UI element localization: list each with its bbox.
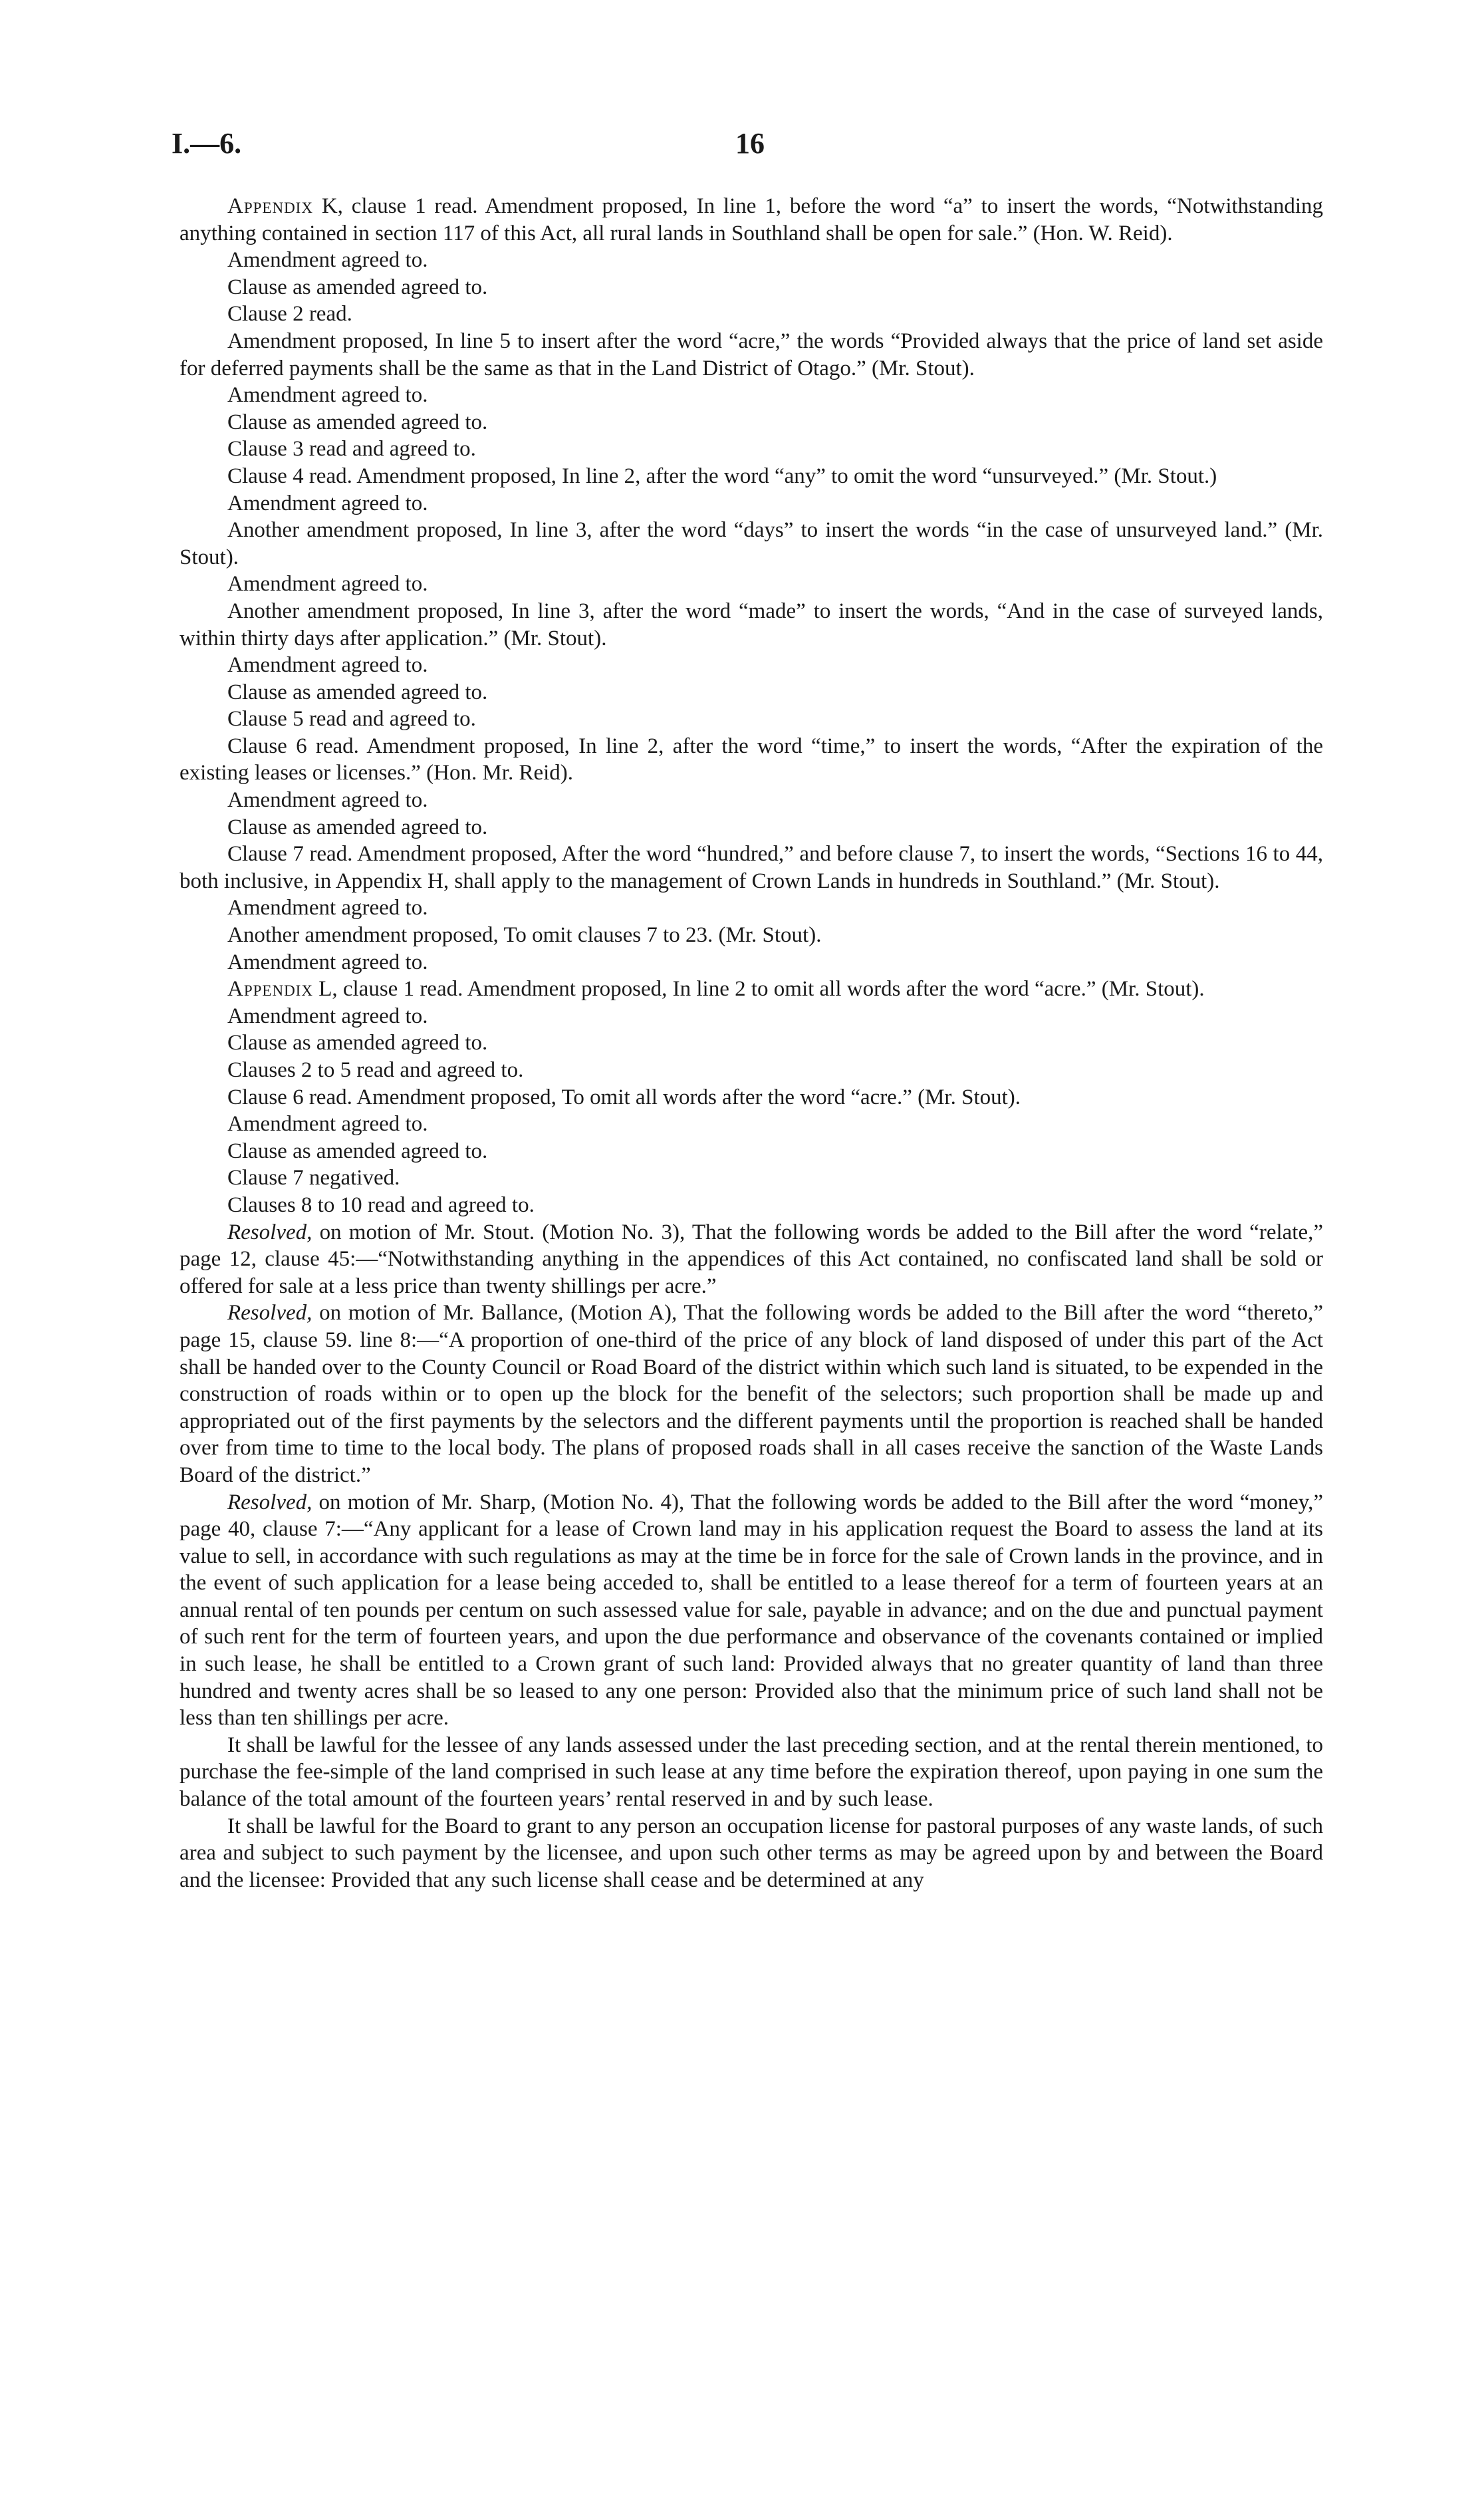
paragraph-text: Clause 4 read. Amendment proposed, In line 2, after the word “any” to omit the word “unsurveyed.” (Mr. Stout.) [227,464,1217,488]
paragraph-text: Clause 7 read. Amendment proposed, After the word “hundred,” and before clause 7, to insert the words, “Sections 16 to 44, both inclusive, in Appendix H, shall apply to the management of Crown Lands in hundreds in Southland.” (Mr. Stout). [180,842,1323,893]
paragraph-text: It shall be lawful for the lessee of any lands assessed under the last preceding section, and at the rental therein mentioned, to purchase the fee-simple of the land comprised in such lease at any time before the expiration thereof, upon paying in one sum the balance of the total amount of the fourteen years’ rental reserved in and by such lease. [180,1733,1323,1812]
paragraph [180,841,1323,895]
document-body [180,193,1323,1893]
paragraph-text: Clauses 8 to 10 read and agreed to. [227,1192,535,1217]
page-header [172,126,1328,173]
paragraph [180,571,1323,598]
paragraph-text: on motion of Mr. Stout. (Motion No. 3), That the following words be added to the Bill after the word “relate,” page 12, clause 45:—“Notwithstanding anything in the appendices of this Act contained, no confiscated land shall be sold or offered for sale at a less price than twenty shillings per acre.” [180,1220,1323,1298]
paragraph [180,301,1323,328]
paragraph-text: Amendment proposed, In line 5 to insert after the word “acre,” the words “Provided always that the price of land set aside for deferred payments shall be the same as that in the Land District of Otago.” (Mr. Stout). [180,329,1323,380]
paragraph-text: Clause as amended agreed to. [227,815,488,839]
paragraph-text: Clause 7 negatived. [227,1166,400,1190]
paragraph [180,814,1323,841]
paragraph-text: Clauses 2 to 5 read and agreed to. [227,1058,524,1082]
paragraph [180,733,1323,787]
paragraph [180,895,1323,922]
paragraph-text: Another amendment proposed, To omit clauses 7 to 23. (Mr. Stout). [227,923,822,948]
paragraph-text: Amendment agreed to. [227,653,428,678]
paragraph [180,409,1323,436]
paragraph [180,1300,1323,1488]
paragraph-text: Clause 3 read and agreed to. [227,437,476,462]
paragraph [180,193,1323,247]
paragraph [180,652,1323,679]
paragraph-text: Clause 2 read. [227,302,352,327]
paragraph-text: Clause as amended agreed to. [227,410,488,434]
paragraph [180,1813,1323,1894]
document-reference: I.—6. [172,127,242,160]
paragraph [180,1219,1323,1300]
resolved-label: Resolved, [227,1490,312,1514]
paragraph [180,382,1323,409]
paragraph-text: Amendment agreed to. [227,248,428,273]
paragraph-text: K, clause 1 read. Amendment proposed, In line 1, before the word “a” to insert the words, “Notwithstanding anything contained in section 117 of this Act, all rural lands in Southland shall be open for sale.” (Hon. W. Reid). [180,194,1323,245]
appendix-label: Appendix [227,194,313,218]
paragraph-text: Amendment agreed to. [227,950,428,974]
paragraph-text: Clause 6 read. Amendment proposed, To omit all words after the word “acre.” (Mr. Stout). [227,1085,1021,1109]
paragraph [180,1192,1323,1219]
paragraph-text: Amendment agreed to. [227,1112,428,1137]
paragraph-text: Clause as amended agreed to. [227,1031,488,1055]
paragraph [180,949,1323,976]
paragraph [180,598,1323,652]
paragraph [180,1489,1323,1732]
paragraph-text: on motion of Mr. Ballance, (Motion A), That the following words be added to the Bill after the word “thereto,” page 15, clause 59. line 8:—“A proportion of one-third of the price of any block of land disposed of under this part of the Act shall be handed over to the County Council or Road Board of the district within which such land is situated, to be expended in the construction of roads within or to open up the block for the benefit of the selectors; such proportion shall be made up and appropriated out of the first payments by the selectors and the different payments until the proportion is reached shall be handed over from time to time to the local body. The plans of proposed roads shall in all cases receive the sanction of the Waste Lands Board of the district.” [180,1301,1323,1487]
paragraph-text: Amendment agreed to. [227,491,428,515]
paragraph-text: L, clause 1 read. Amendment proposed, In line 2 to omit all words after the word “acre.” (Mr. Stout). [312,977,1205,1002]
paragraph [180,976,1323,1003]
paragraph [180,490,1323,517]
paragraph [180,679,1323,706]
resolved-label: Resolved, [227,1301,312,1325]
paragraph-text: Another amendment proposed, In line 3, after the word “days” to insert the words “in the case of unsurveyed land.” (Mr. Stout). [180,518,1323,569]
paragraph-text: Clause as amended agreed to. [227,680,488,704]
paragraph [180,706,1323,733]
paragraph-text: Clause as amended agreed to. [227,1139,488,1163]
paragraph [180,1057,1323,1084]
paragraph-text: Amendment agreed to. [227,572,428,597]
paragraph-text: Amendment agreed to. [227,896,428,920]
paragraph-text: It shall be lawful for the Board to grant to any person an occupation license for pastoral purposes of any waste lands, of such area and subject to such payment by the licensee, and upon such other terms as may be agreed upon by and between the Board and the licensee: Provided that any such license shall cease and be determined at any [180,1814,1323,1892]
paragraph-text: Amendment agreed to. [227,788,428,813]
paragraph [180,1732,1323,1813]
paragraph [180,1165,1323,1192]
paragraph-text: Clause 5 read and agreed to. [227,707,476,732]
paragraph [180,1030,1323,1057]
paragraph-text: Amendment agreed to. [227,1004,428,1028]
paragraph-text: Amendment agreed to. [227,383,428,408]
appendix-label: Appendix [227,977,313,1002]
paragraph-text: on motion of Mr. Sharp, (Motion No. 4), That the following words be added to the Bill after the word “money,” page 40, clause 7:—“Any applicant for a lease of Crown land may in his application request the Board to assess the land at its value to sell, in accordance with such regulations as may at the time be in force for the sale of Crown lands in the province, and in the event of such application for a lease being acceded to, shall be entitled to a lease thereof for a term of fourteen years at an annual rental of ten pounds per centum on such assessed value for sale, payable in advance; and on the due and punctual payment of such rent for the term of fourteen years, and upon the due performance and observance of the covenants contained or implied in such lease, he shall be entitled to a Crown grant of such land: Provided always that no greater quantity of land than three hundred and twenty acres shall be so leased to any one person: Provided also that the minimum price of such land shall not be less than ten shillings per acre. [180,1490,1323,1731]
paragraph [180,1003,1323,1030]
paragraph-text: Clause 6 read. Amendment proposed, In line 2, after the word “time,” to insert the words, “After the expiration of the existing leases or licenses.” (Hon. Mr. Reid). [180,734,1323,785]
paragraph [180,1084,1323,1111]
paragraph [180,922,1323,949]
paragraph-text: Clause as amended agreed to. [227,275,488,299]
paragraph [180,463,1323,490]
paragraph-text: Another amendment proposed, In line 3, after the word “made” to insert the words, “And in the case of surveyed lands, within thirty days after application.” (Mr. Stout). [180,599,1323,650]
paragraph [180,1111,1323,1138]
paragraph [180,1138,1323,1165]
resolved-label: Resolved, [227,1220,312,1244]
paragraph [180,247,1323,274]
paragraph [180,436,1323,463]
paragraph [180,517,1323,571]
paragraph [180,328,1323,382]
paragraph [180,274,1323,301]
page-number: 16 [735,127,765,160]
paragraph [180,787,1323,814]
